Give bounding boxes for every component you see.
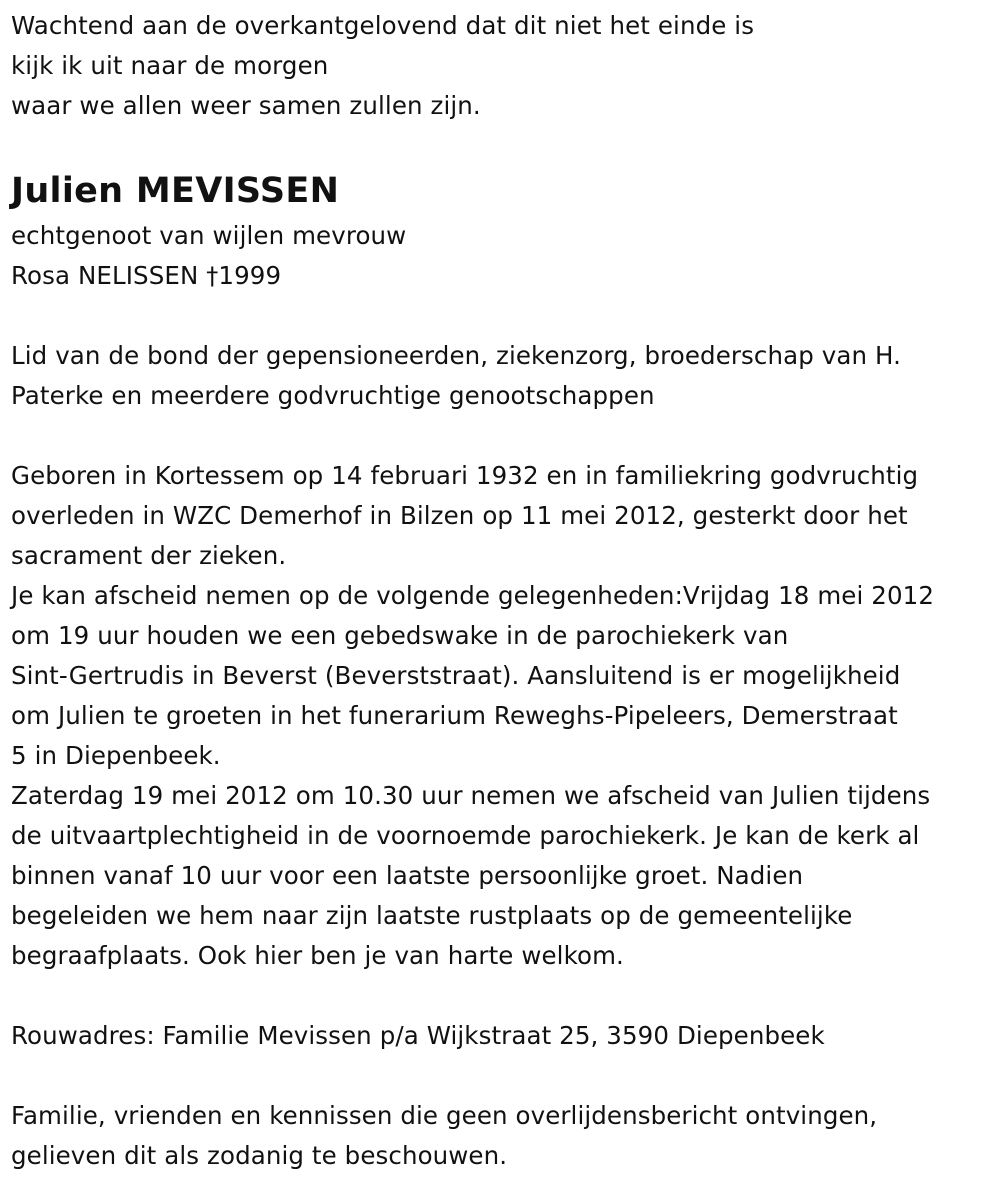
details-line: Geboren in Kortessem op 14 februari 1932 en in familiekring godvruchtig	[11, 461, 919, 490]
closing-line: Familie, vrienden en kennissen die geen overlijdensbericht ontvingen,	[11, 1101, 878, 1130]
details-line: overleden in WZC Demerhof in Bilzen op 11 mei 2012, gesterkt door het	[11, 501, 908, 530]
spacer	[11, 416, 992, 456]
membership	[11, 336, 992, 416]
details-line: binnen vanaf 10 uur voor een laatste persoonlijke groet. Nadien	[11, 861, 804, 890]
details-line: om Julien te groeten in het funerarium Reweghs-Pipeleers, Demerstraat	[11, 701, 898, 730]
spouse-name-line	[11, 256, 992, 296]
spacer	[11, 296, 992, 336]
details-line: begeleiden we hem naar zijn laatste rustplaats op de gemeentelijke	[11, 901, 853, 930]
spacer	[11, 976, 992, 1016]
spouse-info	[11, 216, 992, 296]
spacer	[11, 1056, 992, 1096]
details-line: Je kan afscheid nemen op de volgende gelegenheden:Vrijdag 18 mei 2012	[11, 581, 935, 610]
details-line: Zaterdag 19 mei 2012 om 10.30 uur nemen we afscheid van Julien tijdens	[11, 781, 931, 810]
details-line: de uitvaartplechtigheid in de voornoemde parochiekerk. Je kan de kerk al	[11, 821, 920, 850]
membership-line: Lid van de bond der gepensioneerden, ziekenzorg, broederschap van H.	[11, 341, 901, 370]
details-line: Sint-Gertrudis in Beverst (Beverststraat). Aansluitend is er mogelijkheid	[11, 661, 901, 690]
details-line: sacrament der zieken.	[11, 541, 287, 570]
details-line: begraafplaats. Ook hier ben je van harte welkom.	[11, 941, 624, 970]
closing-note	[11, 1096, 992, 1176]
spouse-death-year: 1999	[218, 261, 282, 290]
details	[11, 456, 992, 976]
deceased-name: Julien MEVISSEN	[11, 171, 340, 211]
poem-line: kijk ik uit naar de morgen	[11, 51, 329, 80]
poem-line: waar we allen weer samen zullen zijn.	[11, 91, 481, 120]
membership-line: Paterke en meerdere godvruchtige genootschappen	[11, 381, 655, 410]
details-line: om 19 uur houden we een gebedswake in de parochiekerk van	[11, 621, 789, 650]
spouse-name: Rosa NELISSEN	[11, 261, 207, 290]
mourning-address: Rouwadres: Familie Mevissen p/a Wijkstraat 25, 3590 Diepenbeek	[11, 1021, 825, 1050]
spouse-line: echtgenoot van wijlen mevrouw	[11, 221, 407, 250]
closing-line: gelieven dit als zodanig te beschouwen.	[11, 1141, 508, 1170]
poem-line: Wachtend aan de overkantgelovend dat dit niet het einde is	[11, 11, 755, 40]
poem	[11, 6, 992, 126]
details-line: 5 in Diepenbeek.	[11, 741, 221, 770]
cross-icon: †	[206, 262, 219, 290]
